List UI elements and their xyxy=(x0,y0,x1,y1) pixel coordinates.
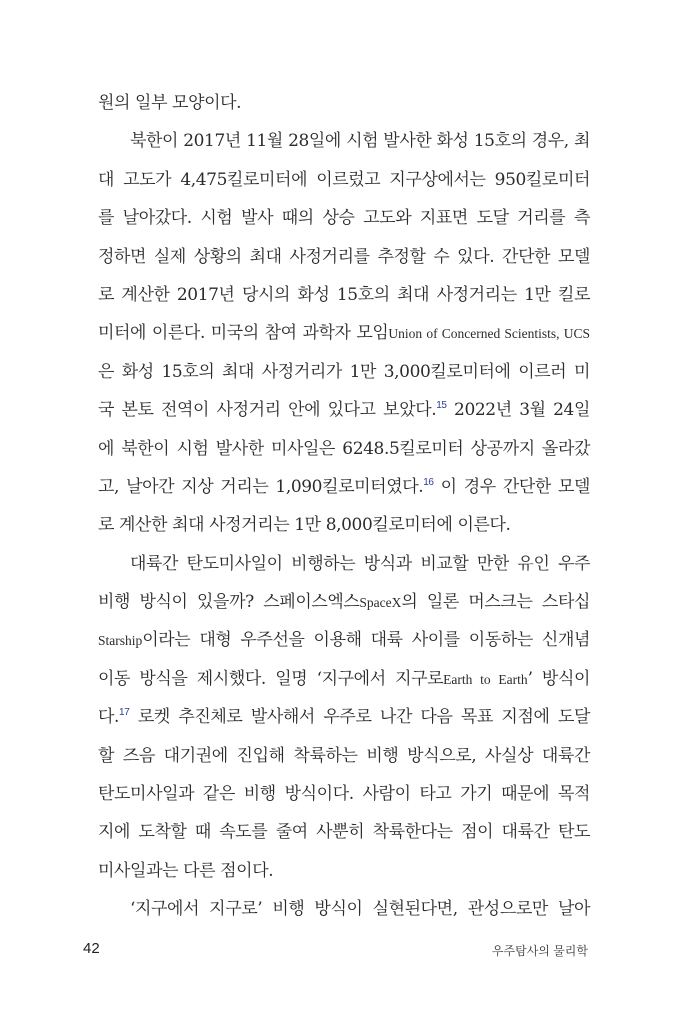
text: 고, 날아간 지상 거리는 1,090킬로미터였다. xyxy=(98,476,424,497)
text-line xyxy=(98,813,590,851)
text-line xyxy=(98,238,590,276)
page-number: 42 xyxy=(83,940,100,957)
running-title: 우주탐사의 물리학 xyxy=(491,944,588,958)
text: ‘지구에서 지구로’ 비행 방식이 실현된다면, 관성으로만 날아 xyxy=(130,899,590,920)
text: 대 고도가 4,475킬로미터에 이르렀고 지구상에서는 950킬로미터 xyxy=(98,169,590,190)
text-line xyxy=(98,468,590,506)
text: 다. xyxy=(98,707,120,728)
text-line xyxy=(98,353,590,391)
text-line xyxy=(98,506,590,544)
latin-gloss: Union of Concerned Scientists, UCS xyxy=(388,326,590,342)
text: 로 계산한 2017년 당시의 화성 15호의 최대 사정거리는 1만 킬로 xyxy=(98,284,590,305)
text-line xyxy=(98,430,590,468)
text: 북한이 2017년 11월 28일에 시험 발사한 화성 15호의 경우, 최 xyxy=(130,131,590,152)
text-line xyxy=(98,199,590,237)
text: 2022년 3월 24일 xyxy=(446,400,590,421)
text-line xyxy=(98,314,590,352)
footnote-marker-17[interactable]: 17 xyxy=(119,707,130,719)
paragraph-start-line xyxy=(98,122,590,160)
text: 비행 방식이 있을까? 스페이스엑스 xyxy=(98,592,360,613)
page-footer xyxy=(83,940,588,960)
text: 할 즈음 대기권에 진입해 착륙하는 비행 방식으로, 사실상 대륙간 xyxy=(98,745,590,766)
text: 원의 일부 모양이다. xyxy=(98,93,242,113)
body-text xyxy=(98,84,590,929)
text: 로켓 추진체로 발사해서 우주로 나간 다음 목표 지점에 도달 xyxy=(129,707,590,728)
text-line xyxy=(98,621,590,659)
text-line xyxy=(98,276,590,314)
paragraph-start-line xyxy=(98,545,590,583)
text: 를 날아갔다. 시험 발사 때의 상승 고도와 지표면 도달 거리를 측 xyxy=(98,208,590,229)
text-line xyxy=(98,583,590,621)
text-line xyxy=(98,84,590,122)
text: 이동 방식을 제시했다. 일명 ‘지구에서 지구로 xyxy=(98,668,444,689)
text-line xyxy=(98,660,590,698)
text-line xyxy=(98,391,590,429)
text: 대륙간 탄도미사일이 비행하는 방식과 비교할 만한 유인 우주 xyxy=(130,553,590,574)
text: 정하면 실제 상황의 최대 사정거리를 추정할 수 있다. 간단한 모델 xyxy=(98,246,590,267)
text: 은 화성 15호의 최대 사정거리가 1만 3,000킬로미터에 이르러 미 xyxy=(98,361,590,382)
text: 이 경우 간단한 모델 xyxy=(433,476,590,497)
paragraph-start-line xyxy=(98,890,590,928)
text-line xyxy=(98,698,590,736)
text: 미사일과는 다른 점이다. xyxy=(98,860,274,881)
text: 이라는 대형 우주선을 이용해 대륙 사이를 이동하는 신개념 xyxy=(142,630,590,651)
text: 의 일론 머스크는 스타십 xyxy=(401,592,590,613)
text: 미터에 이른다. 미국의 참여 과학자 모임 xyxy=(98,323,389,344)
text-line xyxy=(98,737,590,775)
latin-gloss: Earth to Earth xyxy=(443,671,528,687)
text: 국 본토 전역이 사정거리 안에 있다고 보았다. xyxy=(98,400,437,421)
text-line xyxy=(98,775,590,813)
text: 탄도미사일과 같은 비행 방식이다. 사람이 타고 가기 때문에 목적 xyxy=(98,784,590,805)
text-line xyxy=(98,161,590,199)
text: 에 북한이 시험 발사한 미사일은 6248.5킬로미터 상공까지 올라갔 xyxy=(98,438,590,459)
latin-gloss: Starship xyxy=(98,633,143,649)
text: 지에 도착할 때 속도를 줄여 사뿐히 착륙한다는 점이 대륙간 탄도 xyxy=(98,822,590,843)
footnote-marker-15[interactable]: 15 xyxy=(436,400,447,412)
text: 로 계산한 최대 사정거리는 1만 8,000킬로미터에 이른다. xyxy=(98,515,511,536)
latin-gloss: SpaceX xyxy=(359,595,402,611)
text-line xyxy=(98,852,590,890)
text: ’ 방식이 xyxy=(527,668,590,689)
footnote-marker-16[interactable]: 16 xyxy=(423,476,434,488)
